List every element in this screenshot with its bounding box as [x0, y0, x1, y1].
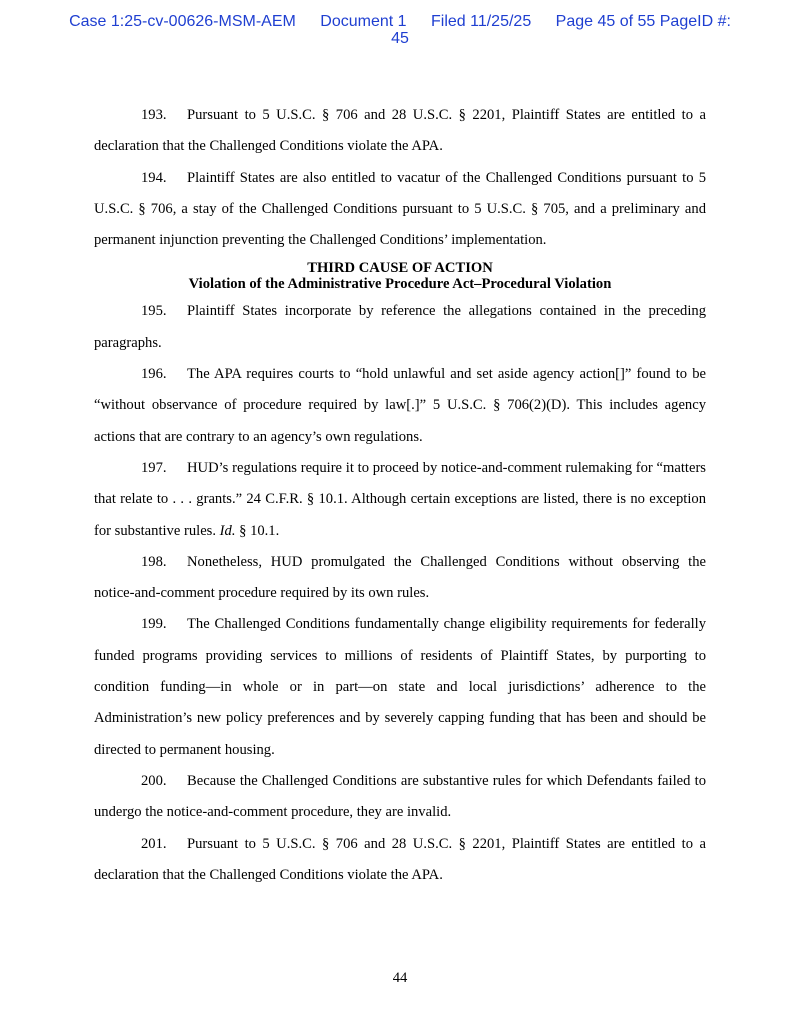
paragraph-196	[94, 359, 706, 453]
page-info: Page 45 of 55 PageID #:	[555, 13, 731, 30]
paragraph-number: 199.	[141, 616, 167, 633]
paragraph-number: 200.	[141, 772, 167, 789]
case-number: Case 1:25-cv-00626-MSM-AEM	[69, 13, 296, 30]
document-number: Document 1	[320, 13, 407, 30]
paragraph-number: 197.	[141, 459, 167, 476]
paragraph-199	[94, 609, 706, 765]
paragraph-number: 198.	[141, 553, 167, 570]
paragraph-text: Because the Challenged Conditions are substantive rules for which Defendants failed to undergo the notice-and-comment procedure, they are invalid.	[94, 772, 706, 821]
paragraph-text: Nonetheless, HUD promulgated the Challenged Conditions without observing the notice-and-comment procedure required by its own rules.	[94, 553, 706, 602]
paragraph-195	[94, 296, 706, 359]
document-body	[94, 100, 706, 891]
paragraph-text-end: § 10.1.	[235, 522, 280, 539]
paragraph-text: Plaintiff States are also entitled to vacatur of the Challenged Conditions pursuant to 5 U.S.C. § 706, a stay of the Challenged Conditions pursuant to 5 U.S.C. § 705, and a preliminary and permanent injunction preventing the Challenged Conditions’ implementation.	[94, 169, 706, 249]
filing-header	[0, 13, 800, 47]
paragraph-197	[94, 453, 706, 547]
section-heading	[94, 261, 706, 292]
paragraph-text: The APA requires courts to “hold unlawful and set aside agency action[]” found to be “without observance of procedure required by law[.]” 5 U.S.C. § 706(2)(D). This includes agency actions that are contrary to an agency’s own regulations.	[94, 366, 706, 445]
paragraph-text: The Challenged Conditions fundamentally change eligibility requirements for federally funded programs providing services to millions of residents of Plaintiff States, by purporting to condition funding—in whole or in part—on state and local jurisdictions’ adherence to the Administration’s new policy preferences and by severely capping funding that has been and should be directed to permanent housing.	[94, 616, 706, 758]
paragraph-194	[94, 163, 706, 257]
paragraph-number: 195.	[141, 303, 167, 320]
paragraph-number: 201.	[141, 835, 167, 852]
page-number: 44	[392, 970, 408, 986]
paragraph-text: Plaintiff States incorporate by reference the allegations contained in the preceding paragraphs.	[94, 303, 706, 351]
paragraph-198	[94, 547, 706, 610]
filed-date: Filed 11/25/25	[431, 13, 532, 30]
paragraph-number: 196.	[141, 366, 167, 383]
paragraph-201	[94, 829, 706, 892]
section-subtitle: Violation of the Administrative Procedure Act–Procedural Violation	[188, 275, 612, 292]
paragraph-200	[94, 766, 706, 829]
section-title: THIRD CAUSE OF ACTION	[307, 260, 493, 277]
paragraph-193	[94, 100, 706, 163]
page-id: 45	[391, 30, 409, 47]
paragraph-text: Pursuant to 5 U.S.C. § 706 and 28 U.S.C. § 2201, Plaintiff States are entitled to a declaration that the Challenged Conditions violate the APA.	[94, 107, 706, 155]
citation-id: Id.	[219, 522, 236, 539]
paragraph-number: 194.	[141, 169, 167, 186]
paragraph-text: HUD’s regulations require it to proceed by notice-and-comment rulemaking for “matters that relate to . . . grants.” 24 C.F.R. § 10.1. Although certain exceptions are listed, there is no exception for substantive rules.	[94, 459, 706, 539]
paragraph-number: 193.	[141, 107, 167, 123]
paragraph-text: Pursuant to 5 U.S.C. § 706 and 28 U.S.C. § 2201, Plaintiff States are entitled to a declaration that the Challenged Conditions violate the APA.	[94, 835, 706, 883]
